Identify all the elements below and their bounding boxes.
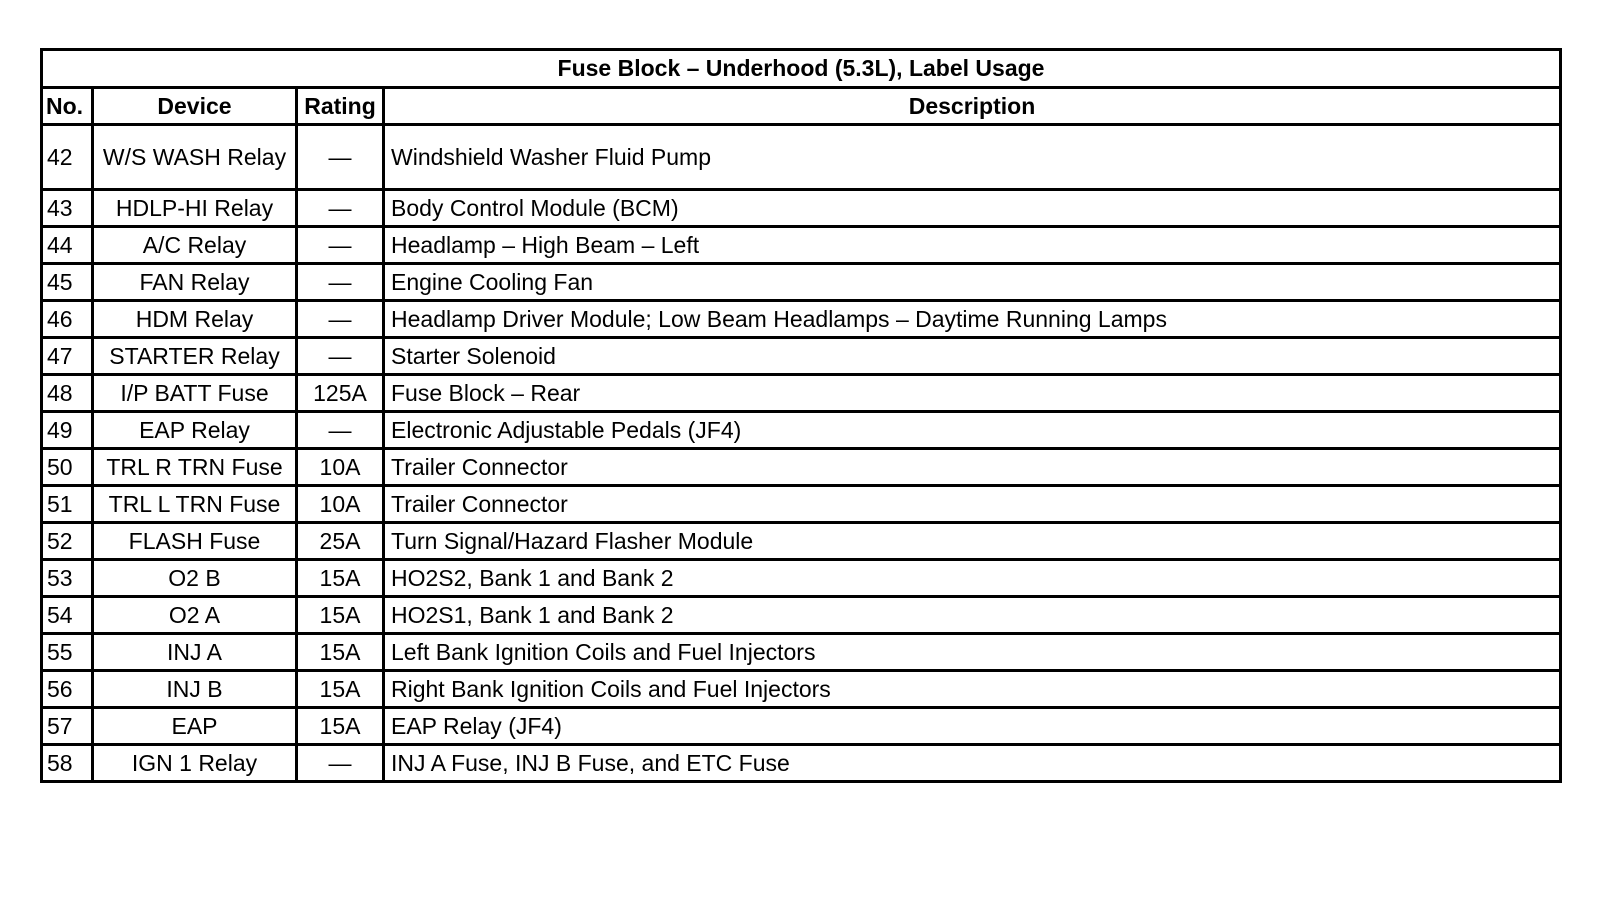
- cell-no: 46: [42, 301, 93, 338]
- table-row: [42, 449, 1561, 486]
- cell-device: FAN Relay: [93, 264, 297, 301]
- table-row: [42, 338, 1561, 375]
- cell-description: INJ A Fuse, INJ B Fuse, and ETC Fuse: [384, 745, 1561, 782]
- header-row: [42, 88, 1561, 125]
- cell-rating: 10A: [297, 449, 384, 486]
- cell-no: 58: [42, 745, 93, 782]
- cell-description: EAP Relay (JF4): [384, 708, 1561, 745]
- cell-no: 56: [42, 671, 93, 708]
- table-row: [42, 708, 1561, 745]
- cell-rating: —: [297, 264, 384, 301]
- cell-rating: —: [297, 745, 384, 782]
- cell-rating: 15A: [297, 597, 384, 634]
- cell-rating: 15A: [297, 634, 384, 671]
- cell-rating: —: [297, 190, 384, 227]
- cell-no: 55: [42, 634, 93, 671]
- cell-description: Left Bank Ignition Coils and Fuel Injectors: [384, 634, 1561, 671]
- cell-description: Trailer Connector: [384, 486, 1561, 523]
- header-rating: Rating: [297, 88, 384, 125]
- table-row: [42, 486, 1561, 523]
- cell-no: 44: [42, 227, 93, 264]
- cell-description: Fuse Block – Rear: [384, 375, 1561, 412]
- cell-rating: —: [297, 412, 384, 449]
- cell-device: INJ A: [93, 634, 297, 671]
- cell-description: HO2S2, Bank 1 and Bank 2: [384, 560, 1561, 597]
- cell-no: 43: [42, 190, 93, 227]
- header-description: Description: [384, 88, 1561, 125]
- table-row: [42, 375, 1561, 412]
- table-row: [42, 523, 1561, 560]
- table-row: [42, 264, 1561, 301]
- header-no: No.: [42, 88, 93, 125]
- cell-device: STARTER Relay: [93, 338, 297, 375]
- cell-device: IGN 1 Relay: [93, 745, 297, 782]
- cell-no: 47: [42, 338, 93, 375]
- cell-no: 48: [42, 375, 93, 412]
- cell-device: I/P BATT Fuse: [93, 375, 297, 412]
- table-row: [42, 412, 1561, 449]
- cell-description: Starter Solenoid: [384, 338, 1561, 375]
- cell-device: TRL L TRN Fuse: [93, 486, 297, 523]
- fuse-block-table: [40, 48, 1562, 783]
- table-row: [42, 634, 1561, 671]
- cell-device: EAP Relay: [93, 412, 297, 449]
- table-row: [42, 745, 1561, 782]
- cell-device: INJ B: [93, 671, 297, 708]
- cell-no: 42: [42, 125, 93, 190]
- cell-no: 51: [42, 486, 93, 523]
- table-row: [42, 671, 1561, 708]
- table-row: [42, 597, 1561, 634]
- cell-no: 54: [42, 597, 93, 634]
- cell-no: 45: [42, 264, 93, 301]
- table-row: [42, 190, 1561, 227]
- cell-device: TRL R TRN Fuse: [93, 449, 297, 486]
- cell-rating: 15A: [297, 671, 384, 708]
- cell-rating: —: [297, 338, 384, 375]
- table-title: Fuse Block – Underhood (5.3L), Label Usage: [42, 50, 1561, 88]
- cell-no: 50: [42, 449, 93, 486]
- cell-description: Right Bank Ignition Coils and Fuel Injectors: [384, 671, 1561, 708]
- cell-rating: 15A: [297, 560, 384, 597]
- cell-rating: 10A: [297, 486, 384, 523]
- table-row: [42, 227, 1561, 264]
- cell-rating: —: [297, 125, 384, 190]
- table-row: [42, 125, 1561, 190]
- cell-no: 49: [42, 412, 93, 449]
- cell-description: Electronic Adjustable Pedals (JF4): [384, 412, 1561, 449]
- cell-description: Body Control Module (BCM): [384, 190, 1561, 227]
- cell-rating: 125A: [297, 375, 384, 412]
- cell-device: FLASH Fuse: [93, 523, 297, 560]
- cell-no: 53: [42, 560, 93, 597]
- cell-rating: 15A: [297, 708, 384, 745]
- cell-rating: 25A: [297, 523, 384, 560]
- cell-description: Turn Signal/Hazard Flasher Module: [384, 523, 1561, 560]
- cell-description: Windshield Washer Fluid Pump: [384, 125, 1561, 190]
- table-row: [42, 560, 1561, 597]
- cell-description: Trailer Connector: [384, 449, 1561, 486]
- cell-device: EAP: [93, 708, 297, 745]
- header-device: Device: [93, 88, 297, 125]
- cell-device: HDM Relay: [93, 301, 297, 338]
- cell-device: O2 B: [93, 560, 297, 597]
- cell-no: 57: [42, 708, 93, 745]
- cell-rating: —: [297, 227, 384, 264]
- cell-description: Headlamp Driver Module; Low Beam Headlamps – Daytime Running Lamps: [384, 301, 1561, 338]
- cell-device: HDLP-HI Relay: [93, 190, 297, 227]
- cell-description: Engine Cooling Fan: [384, 264, 1561, 301]
- table-row: [42, 301, 1561, 338]
- cell-device: A/C Relay: [93, 227, 297, 264]
- cell-description: Headlamp – High Beam – Left: [384, 227, 1561, 264]
- cell-no: 52: [42, 523, 93, 560]
- cell-device: W/S WASH Relay: [93, 125, 297, 190]
- cell-device: O2 A: [93, 597, 297, 634]
- cell-rating: —: [297, 301, 384, 338]
- cell-description: HO2S1, Bank 1 and Bank 2: [384, 597, 1561, 634]
